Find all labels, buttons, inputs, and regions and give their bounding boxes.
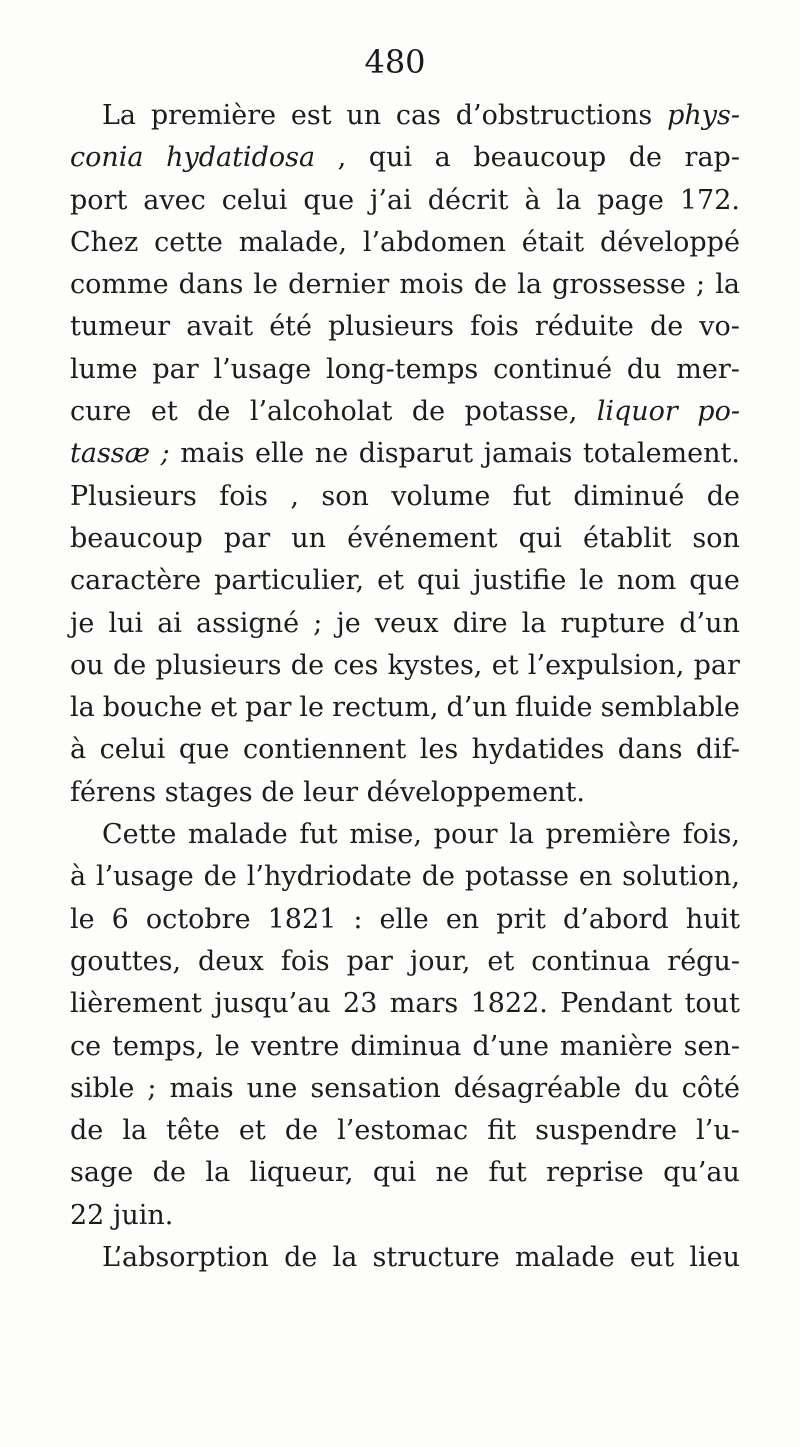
- word: ou: [70, 649, 104, 681]
- word: La: [102, 100, 137, 131]
- word: disparut: [358, 438, 474, 470]
- word: j’ai: [370, 184, 412, 216]
- text-line: [70, 1110, 740, 1152]
- word: de: [473, 269, 508, 301]
- word: bouche: [102, 692, 203, 724]
- word: avec: [143, 184, 206, 216]
- word: elle: [255, 438, 305, 470]
- word: ;: [313, 607, 323, 639]
- word: fois,: [682, 819, 740, 851]
- word: d’abord: [562, 903, 669, 935]
- word: d’un: [679, 607, 740, 639]
- word: son: [692, 522, 740, 554]
- text-line: [70, 603, 740, 645]
- word: qu’au: [663, 1157, 740, 1189]
- word: lieu: [689, 1242, 740, 1274]
- text-line: [70, 95, 740, 137]
- word: volume: [391, 480, 491, 512]
- word: lui: [108, 607, 144, 639]
- word: d’un: [446, 692, 508, 724]
- word: Cette: [102, 819, 177, 851]
- word: jusqu’au: [214, 988, 331, 1020]
- word: l’expulsion,: [527, 649, 685, 681]
- text-line: [70, 264, 740, 306]
- word: réduite: [534, 311, 634, 343]
- word: suspendre: [535, 1115, 678, 1147]
- word: l’usage: [95, 861, 194, 893]
- word: continué: [493, 353, 613, 385]
- word: dans: [178, 269, 244, 301]
- word: celui: [221, 184, 288, 216]
- italic-word: tassæ: [70, 438, 151, 470]
- word: totalement.: [582, 438, 740, 470]
- word: grossesse: [552, 269, 686, 301]
- word: fut: [299, 819, 338, 851]
- word: ventre: [250, 1030, 340, 1062]
- text-line: [70, 1026, 740, 1068]
- word: fois: [219, 480, 268, 512]
- word: et: [238, 1115, 266, 1147]
- word: un: [346, 100, 382, 131]
- italic-word: ;: [160, 438, 170, 470]
- word: diminua: [350, 1030, 462, 1062]
- word: de: [290, 649, 325, 681]
- word: à: [70, 734, 87, 766]
- word: kystes,: [387, 649, 483, 681]
- text-line: [70, 687, 740, 729]
- word: de: [203, 861, 237, 893]
- word: développé: [600, 226, 740, 258]
- word: décrit: [427, 184, 509, 216]
- word: régu-: [667, 945, 740, 977]
- text-line: [70, 899, 740, 941]
- word: elle: [379, 903, 429, 935]
- word: la: [205, 1157, 231, 1189]
- word: dans: [617, 734, 683, 766]
- word: 23: [343, 988, 378, 1020]
- word: qui: [416, 565, 461, 597]
- text-line: [70, 349, 740, 391]
- word: été: [269, 311, 312, 343]
- italic-word: conia: [70, 142, 144, 174]
- word: et: [491, 649, 519, 681]
- word: particulier,: [214, 565, 365, 597]
- word: fut: [488, 1157, 527, 1189]
- word: son: [321, 480, 369, 512]
- word: l’alcoholat: [249, 396, 393, 428]
- text-line: [70, 560, 740, 602]
- word: celui: [99, 734, 166, 766]
- italic-word: phys-: [667, 100, 740, 131]
- word: mer-: [676, 353, 740, 385]
- word: beaucoup: [70, 522, 203, 554]
- word: l’abdomen: [362, 226, 506, 258]
- word: tout: [684, 988, 740, 1020]
- text-line: [70, 645, 740, 687]
- word: nom: [617, 565, 677, 597]
- word: est: [290, 100, 332, 131]
- word: par: [223, 522, 271, 554]
- word: la: [70, 692, 95, 724]
- word: par: [693, 649, 740, 681]
- word: les: [419, 734, 459, 766]
- word: la: [715, 269, 740, 301]
- word: port: [70, 184, 128, 216]
- word: côté: [681, 1072, 740, 1104]
- word: du: [626, 353, 662, 385]
- word: je: [70, 607, 95, 639]
- word: structure: [372, 1242, 500, 1274]
- word: de: [649, 311, 684, 343]
- word: octobre: [145, 903, 251, 935]
- word: ce: [70, 1030, 102, 1062]
- word: de: [152, 1157, 186, 1189]
- word: rap-: [684, 142, 740, 174]
- word: huit: [685, 903, 740, 935]
- word: cure: [70, 396, 132, 428]
- word: a: [434, 142, 451, 174]
- word: développement.: [366, 776, 585, 808]
- word: solution,: [622, 861, 740, 893]
- text-line: [70, 1195, 740, 1237]
- word: Plusieurs: [70, 480, 197, 512]
- word: 1821: [267, 903, 337, 935]
- word: le: [70, 903, 95, 935]
- text-line: [70, 1237, 740, 1279]
- word: événement: [347, 522, 498, 554]
- word: je: [336, 607, 361, 639]
- text-line: [70, 814, 740, 856]
- word: semblable: [600, 692, 740, 724]
- word: fois: [470, 311, 519, 343]
- word: veux: [374, 607, 439, 639]
- word: que: [303, 184, 355, 216]
- word: la: [122, 1115, 148, 1147]
- word: l’usage: [213, 353, 312, 385]
- word: fois: [280, 945, 330, 977]
- word: deux: [198, 945, 264, 977]
- word: 22: [70, 1199, 113, 1231]
- word: à: [524, 184, 541, 216]
- word: temps,: [112, 1030, 205, 1062]
- word: de: [284, 1242, 318, 1274]
- word: désagréable: [453, 1072, 622, 1104]
- text-line: [70, 180, 740, 222]
- word: établit: [583, 522, 672, 554]
- text-line: [70, 1068, 740, 1110]
- text-line: [70, 856, 740, 898]
- word: leur: [303, 776, 367, 808]
- word: de: [706, 480, 740, 512]
- word: l’u-: [696, 1115, 740, 1147]
- text-line: [70, 391, 740, 433]
- word: lume: [70, 353, 138, 385]
- word: tête: [166, 1115, 220, 1147]
- word: 1822.: [470, 988, 548, 1020]
- word: ,: [290, 480, 299, 512]
- word: assigné: [196, 607, 300, 639]
- word: diminué: [573, 480, 685, 512]
- word: de: [628, 142, 662, 174]
- italic-word: hydatidosa: [166, 142, 316, 174]
- text-line: [70, 518, 740, 560]
- word: fluide: [515, 692, 593, 724]
- word: eut: [629, 1242, 675, 1274]
- word: du: [634, 1072, 669, 1104]
- word: en: [445, 903, 480, 935]
- word: sensation: [310, 1072, 441, 1104]
- text-line: [70, 941, 740, 983]
- word: rectum,: [332, 692, 439, 724]
- text-line: [70, 772, 740, 814]
- word: Pendant: [560, 988, 673, 1020]
- word: stages: [164, 776, 262, 808]
- word: ,: [337, 142, 347, 174]
- word: par: [245, 692, 292, 724]
- word: cette: [154, 226, 223, 258]
- text-line: [70, 476, 740, 518]
- word: page: [597, 184, 664, 216]
- text-line: [70, 729, 740, 771]
- word: la: [521, 607, 547, 639]
- word: ces: [333, 649, 379, 681]
- word: de: [284, 1115, 319, 1147]
- italic-word: liquor: [596, 396, 678, 428]
- word: avait: [186, 311, 254, 343]
- word: de: [112, 649, 147, 681]
- word: qui: [372, 1157, 417, 1189]
- word: continua: [531, 945, 651, 977]
- word: manière: [560, 1030, 673, 1062]
- word: et: [487, 945, 515, 977]
- word: contiennent: [242, 734, 407, 766]
- word: sible: [70, 1072, 135, 1104]
- text-line: [70, 1152, 740, 1194]
- word: à: [70, 861, 87, 893]
- word: mise,: [349, 819, 422, 851]
- text-line: [70, 222, 740, 264]
- word: lièrement: [70, 988, 202, 1020]
- word: caractère: [70, 565, 202, 597]
- word: :: [353, 903, 363, 935]
- word: jamais: [483, 438, 573, 470]
- word: qui: [518, 522, 562, 554]
- word: la: [517, 269, 542, 301]
- word: l’estomac: [337, 1115, 469, 1147]
- word: L’absorption: [102, 1242, 269, 1274]
- word: de: [261, 776, 304, 808]
- word: fit: [487, 1115, 517, 1147]
- text-line: [70, 306, 740, 348]
- word: mais: [180, 438, 245, 470]
- word: comme: [70, 269, 169, 301]
- word: potasse,: [464, 396, 578, 428]
- word: malade: [188, 819, 288, 851]
- word: la: [509, 819, 534, 851]
- word: reprise: [546, 1157, 644, 1189]
- word: 6: [111, 903, 129, 935]
- word: qui: [368, 142, 413, 174]
- word: plusieurs: [155, 649, 282, 681]
- word: férens: [70, 776, 165, 808]
- word: pour: [433, 819, 498, 851]
- text-line: [70, 433, 740, 475]
- word: et: [210, 692, 238, 724]
- word: ai: [157, 607, 182, 639]
- word: 172.: [679, 184, 740, 216]
- word: dire: [452, 607, 508, 639]
- word: était: [521, 226, 585, 258]
- word: dernier: [288, 269, 390, 301]
- word: le: [215, 1030, 240, 1062]
- word: le: [579, 565, 604, 597]
- word: Chez: [70, 226, 139, 258]
- word: mais: [169, 1072, 234, 1104]
- word: vo-: [699, 311, 740, 343]
- word: sen-: [683, 1030, 740, 1062]
- word: potasse: [464, 861, 570, 893]
- word: par: [152, 353, 199, 385]
- word: de: [70, 1115, 104, 1147]
- body-text: [70, 95, 740, 1279]
- word: d’obstructions: [455, 100, 653, 131]
- page-number: 480: [364, 43, 426, 81]
- word: jour,: [409, 945, 471, 977]
- word: prit: [496, 903, 546, 935]
- word: mars: [389, 988, 459, 1020]
- word: la: [556, 184, 582, 216]
- word: juin.: [112, 1199, 174, 1231]
- word: gouttes,: [70, 945, 182, 977]
- text-line: [70, 983, 740, 1025]
- word: beaucoup: [473, 142, 607, 174]
- word: cas: [395, 100, 441, 131]
- word: et: [150, 396, 178, 428]
- word: en: [578, 861, 613, 893]
- word: rupture: [560, 607, 666, 639]
- word: malade: [514, 1242, 615, 1274]
- word: première: [150, 100, 277, 131]
- word: mois: [399, 269, 464, 301]
- word: tumeur: [70, 311, 171, 343]
- word: dif-: [695, 734, 740, 766]
- word: fut: [512, 480, 551, 512]
- word: que: [178, 734, 230, 766]
- word: malade,: [238, 226, 347, 258]
- word: de: [421, 861, 455, 893]
- word: et: [377, 565, 404, 597]
- word: d’une: [472, 1030, 549, 1062]
- word: une: [246, 1072, 298, 1104]
- word: ;: [147, 1072, 157, 1104]
- word: plusieurs: [328, 311, 454, 343]
- word: justifie: [473, 565, 567, 597]
- word: de: [411, 396, 446, 428]
- italic-word: po-: [697, 396, 740, 428]
- word: première: [545, 819, 671, 851]
- word: de: [197, 396, 231, 428]
- word: hydatides: [471, 734, 605, 766]
- text-line: [70, 137, 740, 179]
- word: que: [689, 565, 740, 597]
- word: long-temps: [326, 353, 479, 385]
- word: ne: [435, 1157, 470, 1189]
- word: l’hydriodate: [246, 861, 412, 893]
- word: la: [332, 1242, 358, 1274]
- word: le: [253, 269, 279, 301]
- word: un: [291, 522, 327, 554]
- word: le: [299, 692, 325, 724]
- word: par: [346, 945, 393, 977]
- word: ;: [695, 269, 706, 301]
- word: sage: [70, 1157, 134, 1189]
- word: liqueur,: [249, 1157, 354, 1189]
- word: ne: [314, 438, 349, 470]
